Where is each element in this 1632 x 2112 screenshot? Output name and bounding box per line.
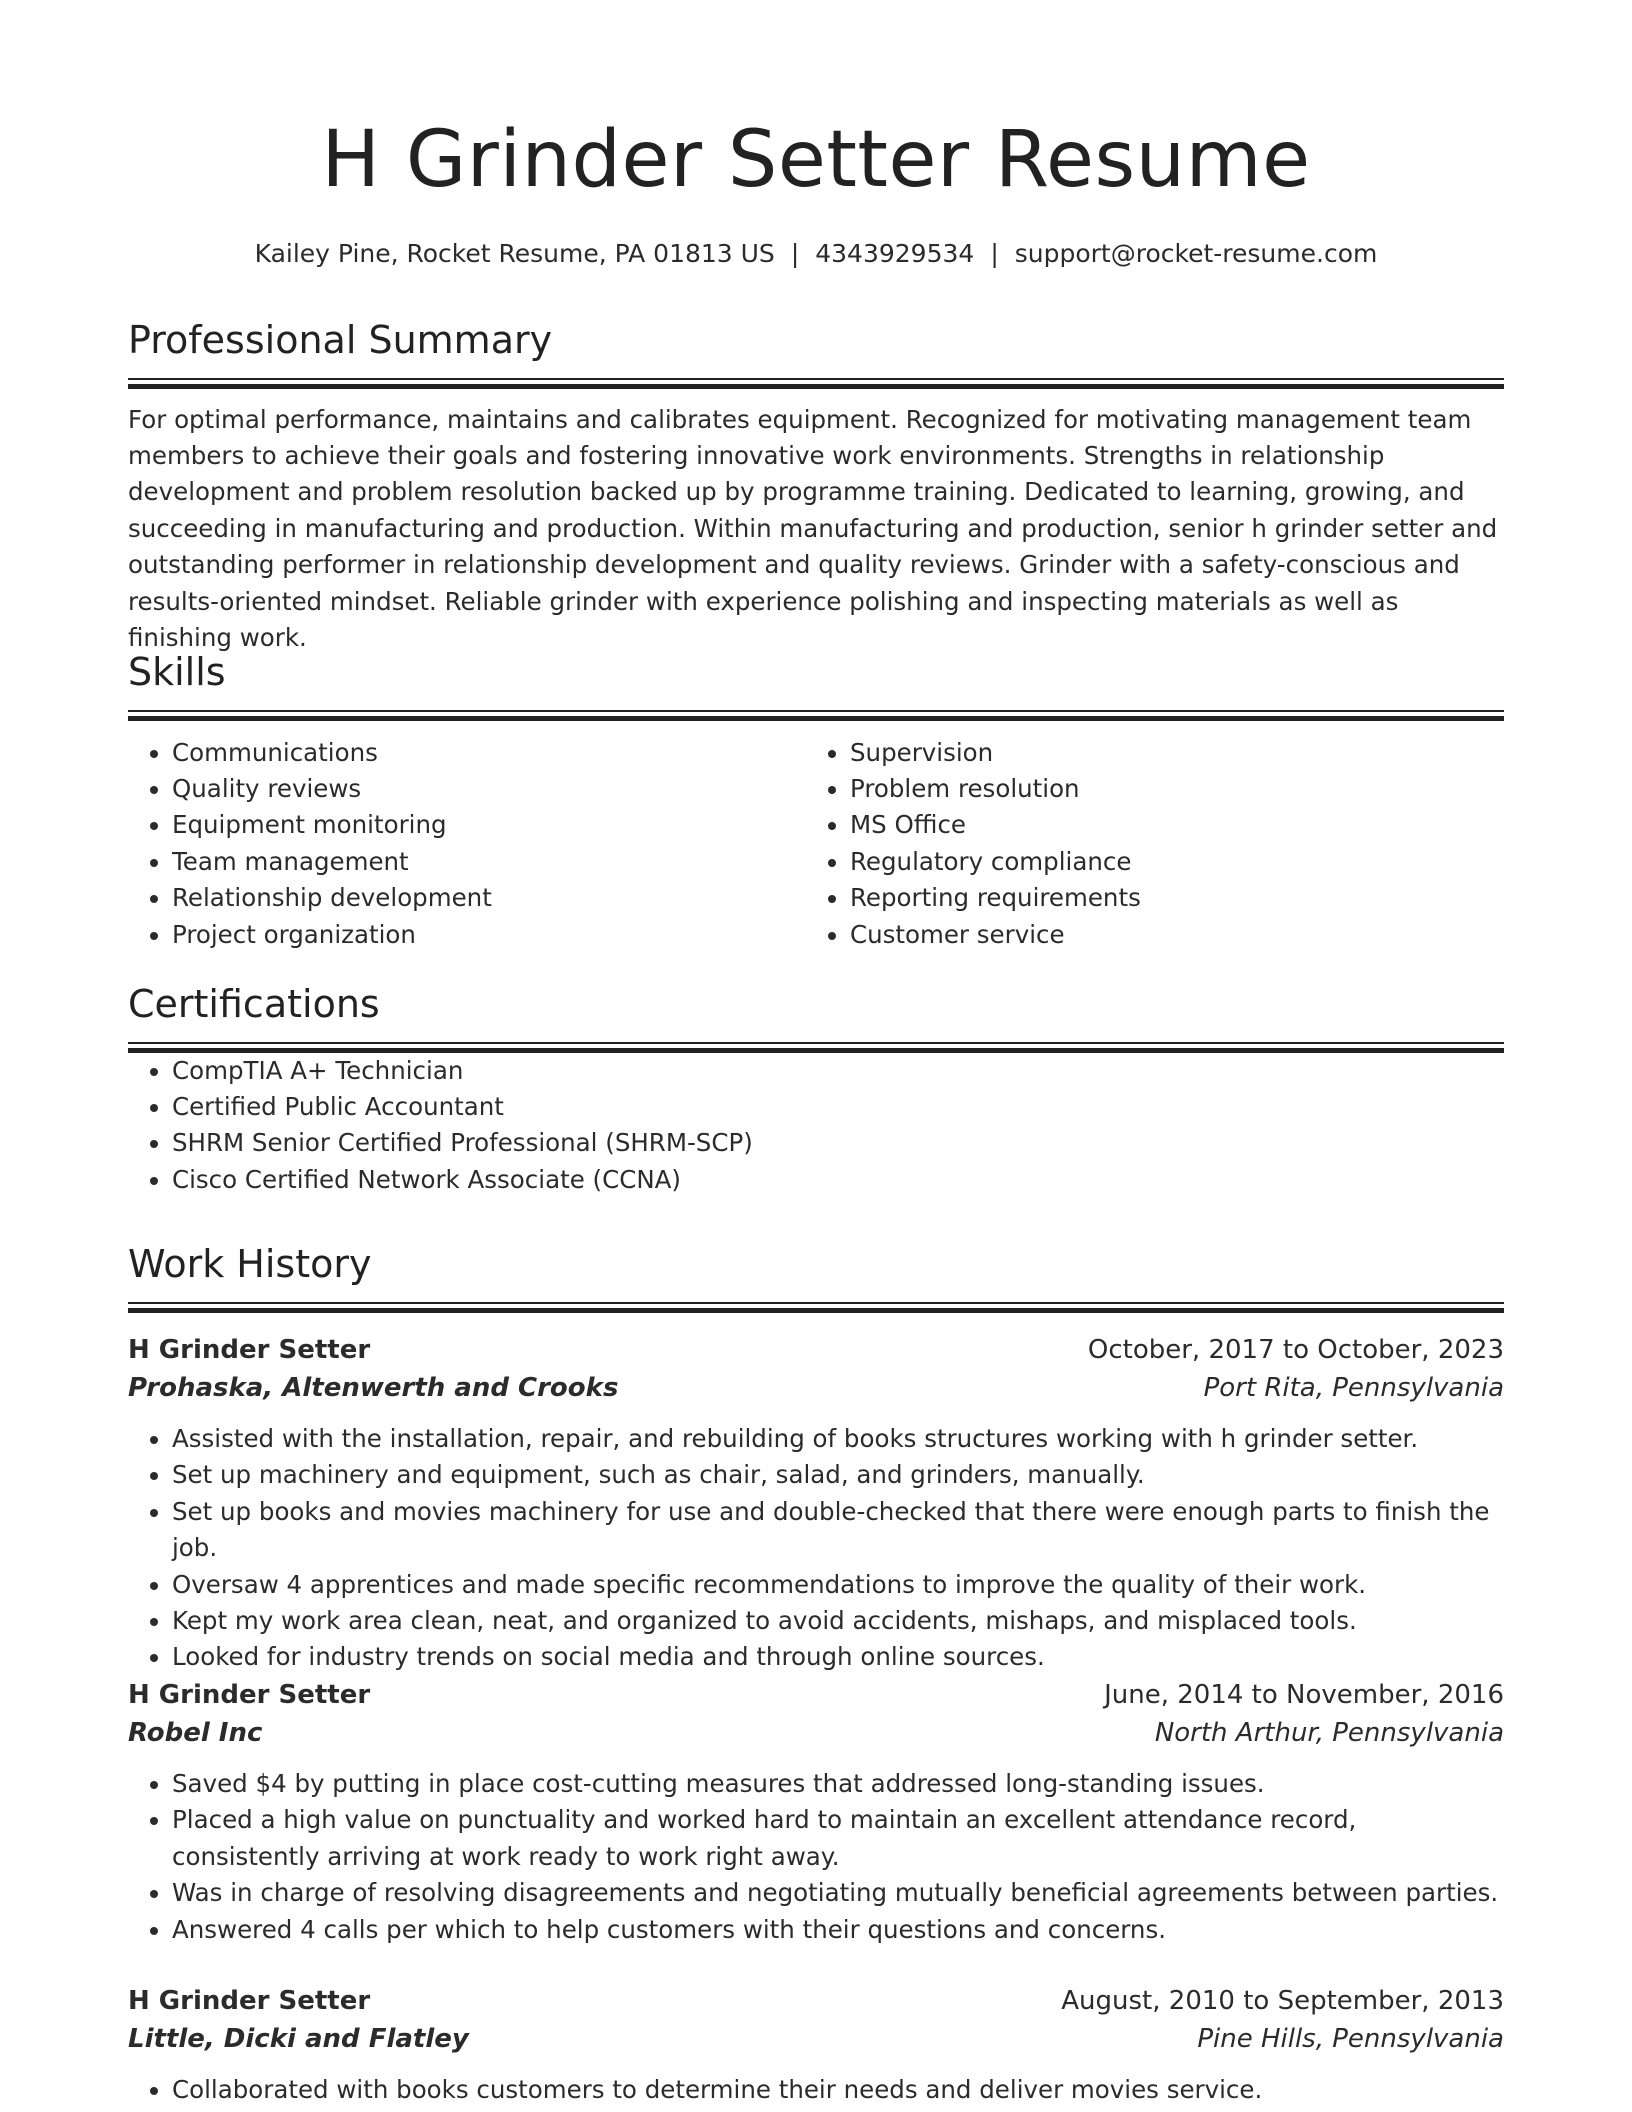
job-employer-row <box>128 1714 1504 1752</box>
job-duties-list <box>128 1421 1504 1676</box>
certification-item: • Certified Public Accountant <box>172 1089 1504 1125</box>
skills-grid <box>128 735 1504 953</box>
skills-section <box>128 650 1504 953</box>
job-title: H Grinder Setter <box>128 1335 371 1365</box>
certification-item: • CompTIA A+ Technician <box>172 1053 1504 1089</box>
job-employer-row <box>128 1369 1504 1407</box>
section-heading-certifications: Certifications <box>128 982 380 1026</box>
job-duty-item: • Kept my work area clean, neat, and organized to avoid accidents, mishaps, and misplaced tools. <box>172 1603 1504 1639</box>
skill-item: • Problem resolution <box>850 771 1484 807</box>
work-history-section <box>128 1242 1504 1313</box>
job-dates: June, 2014 to November, 2016 <box>1104 1680 1504 1710</box>
job-employer-row <box>128 2020 1504 2058</box>
skill-item: • Communications <box>172 735 806 771</box>
job-duty-item: • Set up machinery and equipment, such as chair, salad, and grinders, manually. <box>172 1457 1504 1493</box>
contact-address: Kailey Pine, Rocket Resume, PA 01813 US <box>254 239 775 268</box>
job-header-row <box>128 1676 1504 1714</box>
contact-separator: | <box>790 239 800 268</box>
job-entry <box>128 1982 1504 2108</box>
job-duty-item: • Answered 4 calls per which to help customers with their questions and concerns. <box>172 1912 1504 1948</box>
certifications-list <box>128 1053 1504 1199</box>
job-duties-list <box>128 2072 1504 2108</box>
job-duty-item: • Oversaw 4 apprentices and made specific recommendations to improve the quality of their work. <box>172 1567 1504 1603</box>
job-dates: August, 2010 to September, 2013 <box>1061 1986 1504 2016</box>
skill-item: • Equipment monitoring <box>172 807 806 843</box>
contact-separator: | <box>990 239 999 268</box>
skill-item: • Reporting requirements <box>850 880 1484 916</box>
section-divider <box>128 710 1504 721</box>
skill-item: • Team management <box>172 844 806 880</box>
job-title: H Grinder Setter <box>128 1680 371 1710</box>
job-duty-item: • Was in charge of resolving disagreements and negotiating mutually beneficial agreements between parties. <box>172 1875 1504 1911</box>
job-entry <box>128 1331 1504 1676</box>
job-company: Prohaska, Altenwerth and Crooks <box>128 1373 619 1403</box>
job-location: Pine Hills, Pennsylvania <box>1197 2024 1504 2054</box>
job-duty-item: • Saved $4 by putting in place cost-cutting measures that addressed long-standing issues. <box>172 1766 1504 1802</box>
job-title: H Grinder Setter <box>128 1986 371 2016</box>
section-heading-summary: Professional Summary <box>128 318 553 362</box>
section-divider <box>128 1302 1504 1313</box>
skills-column-right <box>806 735 1484 953</box>
job-duty-item: • Collaborated with books customers to determine their needs and deliver movies service. <box>172 2072 1504 2108</box>
skill-item: • MS Office <box>850 807 1484 843</box>
skill-item: • Regulatory compliance <box>850 844 1484 880</box>
section-heading-skills: Skills <box>128 650 226 694</box>
job-duty-item: • Set up books and movies machinery for use and double-checked that there were enough parts to finish the job. <box>172 1494 1504 1567</box>
skill-item: • Relationship development <box>172 880 806 916</box>
job-dates: October, 2017 to October, 2023 <box>1087 1335 1504 1365</box>
contact-email: support@rocket-resume.com <box>1014 239 1378 268</box>
contact-line <box>128 238 1504 271</box>
job-company: Robel Inc <box>128 1718 263 1748</box>
contact-phone: 4343929534 <box>815 239 975 268</box>
skill-item: • Quality reviews <box>172 771 806 807</box>
job-company: Little, Dicki and Flatley <box>128 2024 469 2054</box>
job-header-row <box>128 1982 1504 2020</box>
summary-text: For optimal performance, maintains and calibrates equipment. Recognized for motivating management team members to achieve their goals and fostering innovative work environments. Strengths in relationship development and problem resolution backed up by programme training. Dedicated to learning, growing, and succeeding in manufacturing and production. Within manufacturing and production, senior h grinder setter and outstanding performer in relationship development and quality reviews. Grinder with a safety-conscious and results-oriented mindset. Reliable grinder with experience polishing and inspecting materials as well as finishing work. <box>128 404 1498 653</box>
skills-list-left <box>128 735 806 953</box>
skill-item: • Project organization <box>172 917 806 953</box>
job-duty-item: • Assisted with the installation, repair, and rebuilding of books structures working with h grinder setter. <box>172 1421 1504 1457</box>
job-location: Port Rita, Pennsylvania <box>1203 1373 1504 1403</box>
certifications-section <box>128 982 1504 1198</box>
job-duty-item: • Placed a high value on punctuality and worked hard to maintain an excellent attendance record, consistently arriving at work ready to work right away. <box>172 1802 1504 1875</box>
section-heading-work-history: Work History <box>128 1242 372 1286</box>
resume-title: H Grinder Setter Resume <box>321 115 1311 205</box>
section-divider <box>128 1042 1504 1053</box>
job-duties-list <box>128 1766 1504 1948</box>
skill-item: • Supervision <box>850 735 1484 771</box>
skill-item: • Customer service <box>850 917 1484 953</box>
certification-item: • SHRM Senior Certified Professional (SHRM-SCP) <box>172 1125 1504 1161</box>
certification-item: • Cisco Certified Network Associate (CCNA) <box>172 1162 1504 1198</box>
job-entry <box>128 1676 1504 1948</box>
skills-column-left <box>128 735 806 953</box>
skills-list-right <box>806 735 1484 953</box>
job-duty-item: • Looked for industry trends on social media and through online sources. <box>172 1639 1504 1675</box>
job-header-row <box>128 1331 1504 1369</box>
summary-section <box>128 318 1504 656</box>
job-location: North Arthur, Pennsylvania <box>1154 1718 1504 1748</box>
section-divider <box>128 378 1504 389</box>
